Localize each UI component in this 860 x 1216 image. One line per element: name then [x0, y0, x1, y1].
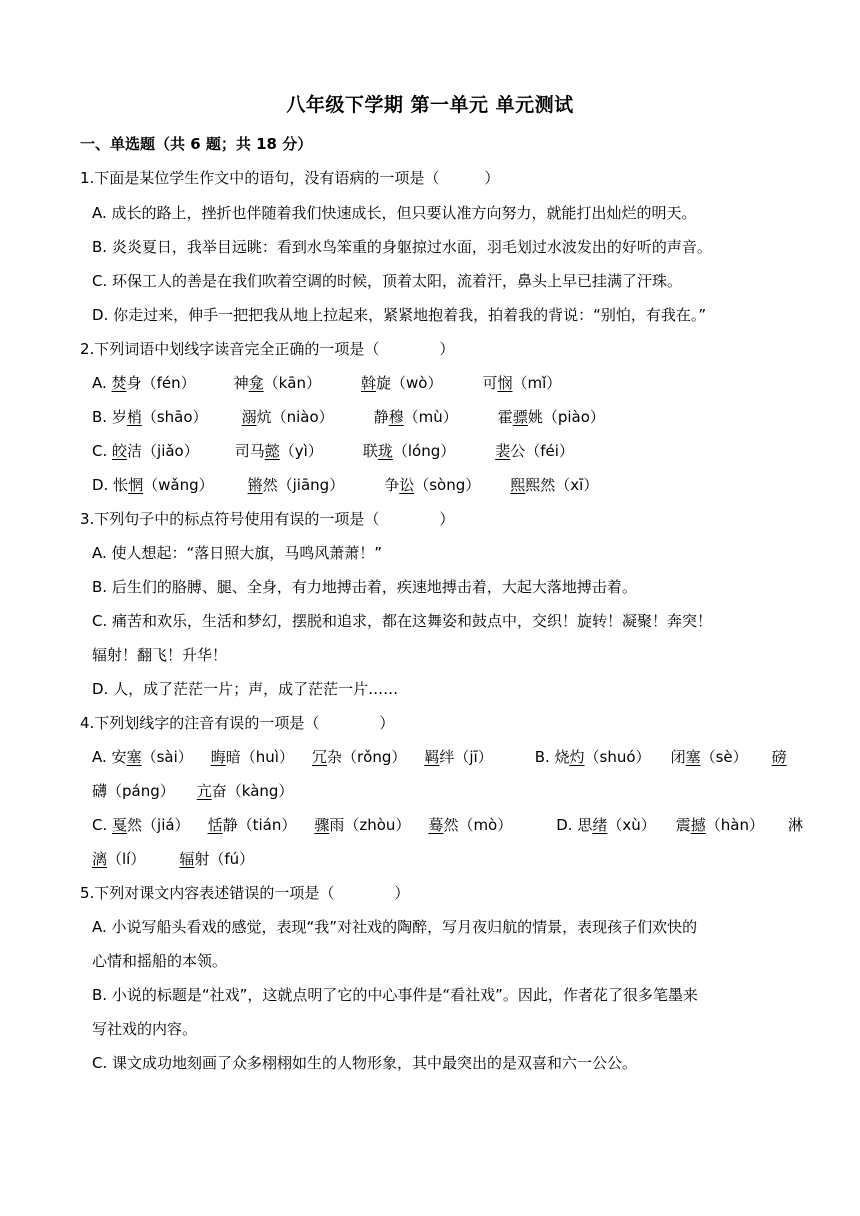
- underlined-char: 梢: [126, 408, 142, 426]
- underlined-char: 珑: [377, 442, 393, 460]
- underlined-char: 辐: [179, 850, 195, 868]
- option-label: A.: [92, 374, 112, 392]
- underlined-char: 龛: [248, 374, 264, 392]
- word-item: 晦暗（huì）: [210, 748, 294, 766]
- underlined-char: 亢: [196, 782, 212, 800]
- question-1-stem: 1.下面是某位学生作文中的语句，没有语病的一项是（ ）: [80, 169, 500, 187]
- question-5-option-b-continued: 写社戏的内容。: [92, 1020, 198, 1038]
- underlined-char: 骤: [314, 816, 330, 834]
- question-4-options-line-4: [92, 849, 254, 869]
- question-1-option-b: B. 炎炎夏日，我举目远眺：看到水鸟笨重的身躯掠过水面，羽毛划过水波发出的好听的声音。: [92, 238, 712, 256]
- word-item: A. 安塞（sài）: [92, 748, 193, 766]
- question-4-stem: 4.下列划线字的注音有误的一项是（ ）: [80, 714, 395, 732]
- underlined-char: 熙: [510, 476, 526, 494]
- word-item: 神龛（kān）: [233, 374, 322, 392]
- underlined-char: 冗: [311, 748, 327, 766]
- word-item: 辐射（fú）: [179, 850, 255, 868]
- option-label: C.: [92, 442, 113, 460]
- underlined-char: 穆: [388, 408, 404, 426]
- underlined-char: 裴: [495, 442, 511, 460]
- underlined-char: 灼: [569, 748, 585, 766]
- underlined-char: 骠: [512, 408, 528, 426]
- underlined-char: 皎: [112, 442, 128, 460]
- word-item: 漓（lí）: [92, 850, 146, 868]
- word-item: C. 戛然（jiá）: [92, 816, 190, 834]
- question-4-options-line-2: [92, 781, 293, 801]
- underlined-char: 绪: [592, 816, 608, 834]
- underlined-char: 戛: [112, 816, 128, 834]
- word-item: 蓦然（mò）: [428, 816, 513, 834]
- word-item: 恬静（tián）: [207, 816, 297, 834]
- word-item: 斡旋（wò）: [361, 374, 443, 392]
- word-item: 皎洁（jiǎo）: [112, 442, 199, 460]
- underlined-char: 晦: [210, 748, 226, 766]
- underlined-char: 悯: [497, 374, 513, 392]
- word-item: 争讼（sòng）: [384, 476, 481, 494]
- underlined-char: 讼: [399, 476, 415, 494]
- question-3-option-c-continued: 辐射！翻飞！升华！: [92, 646, 228, 664]
- underlined-char: 蓦: [428, 816, 444, 834]
- underlined-char: 斡: [361, 374, 377, 392]
- underlined-char: 懿: [264, 442, 280, 460]
- word-item: 裴公（féi）: [495, 442, 574, 460]
- underlined-char: 羁: [424, 748, 440, 766]
- word-item: 冗杂（rǒng）: [311, 748, 407, 766]
- option-label: D.: [92, 476, 114, 494]
- word-item: 岁梢（shāo）: [111, 408, 208, 426]
- word-item: 亢奋（kàng）: [196, 782, 294, 800]
- question-3-option-d: D. 人，成了茫茫一片；声，成了茫茫一片……: [92, 680, 399, 698]
- question-4-options-line-1: [92, 747, 787, 767]
- question-5-stem: 5.下列对课文内容表述错误的一项是（ ）: [80, 884, 410, 902]
- question-3-option-b: B. 后生们的胳膊、腿、全身，有力地搏击着，疾速地搏击着，大起大落地搏击着。: [92, 578, 637, 596]
- question-3-stem: 3.下列句子中的标点符号使用有误的一项是（ ）: [80, 510, 455, 528]
- word-item: 霍骠姚（piào）: [497, 408, 605, 426]
- word-item: 骤雨（zhòu）: [314, 816, 411, 834]
- question-4-options-line-3: [92, 815, 803, 835]
- word-item: 焚身（fén）: [111, 374, 196, 392]
- word-item: 锵然（jiāng）: [247, 476, 345, 494]
- question-2-option-a: [92, 373, 561, 393]
- word-item: 礴（páng）: [92, 782, 175, 800]
- underlined-char: 塞: [126, 748, 142, 766]
- word-item: 怅惘（wǎng）: [113, 476, 214, 494]
- word-item: 熙熙然（xī）: [510, 476, 599, 494]
- underlined-char: 恬: [207, 816, 223, 834]
- section-heading: 一、单选题（共 6 题；共 18 分）: [80, 135, 313, 153]
- word-item: 羁绊（jī）: [424, 748, 493, 766]
- underlined-char: 塞: [685, 748, 701, 766]
- question-2-option-d: [92, 475, 598, 495]
- word-item: B. 烧灼（shuó）: [534, 748, 651, 766]
- question-3-option-c: C. 痛苦和欢乐，生活和梦幻，摆脱和追求，都在这舞姿和鼓点中，交织！旋转！凝聚！奔突！: [92, 612, 713, 630]
- question-5-option-a-continued: 心情和摇船的本领。: [92, 952, 228, 970]
- underlined-char: 溺: [241, 408, 257, 426]
- underlined-char: 撼: [690, 816, 706, 834]
- question-2-option-b: [92, 407, 605, 427]
- underlined-char: 磅: [771, 748, 787, 766]
- underlined-char: 惘: [128, 476, 144, 494]
- word-item: 静穆（mù）: [373, 408, 458, 426]
- question-3-option-a: A. 使人想起：“落日照大旗，马鸣风萧萧！”: [92, 544, 383, 562]
- question-2-option-c: [92, 441, 574, 461]
- underlined-char: 漓: [92, 850, 108, 868]
- underlined-char: 锵: [247, 476, 263, 494]
- question-5-option-a: A. 小说写船头看戏的感觉，表现“我”对社戏的陶醉，写月夜归航的情景，表现孩子们欢快的: [92, 918, 698, 936]
- question-5-option-c: C. 课文成功地刻画了众多栩栩如生的人物形象，其中最突出的是双喜和六一公公。: [92, 1054, 638, 1072]
- page-title: 八年级下学期 第一单元 单元测试: [286, 94, 574, 116]
- word-item: 可悯（mǐ）: [482, 374, 562, 392]
- word-item: 淋: [787, 816, 803, 834]
- option-label: B.: [92, 408, 112, 426]
- word-item: D. 思绪（xù）: [556, 816, 656, 834]
- question-2-stem: 2.下列词语中划线字读音完全正确的一项是（ ）: [80, 340, 455, 358]
- question-1-option-d: D. 你走过来，伸手一把把我从地上拉起来，紧紧地抱着我，拍着我的背说：“别怕，有我在。”: [92, 306, 707, 324]
- word-item: 闭塞（sè）: [670, 748, 748, 766]
- word-item: [772, 748, 787, 766]
- word-item: 震撼（hàn）: [675, 816, 764, 834]
- question-1-option-c: C. 环保工人的善是在我们吹着空调的时候，顶着太阳，流着汗，鼻头上早已挂满了汗珠。: [92, 272, 683, 290]
- question-1-option-a: A. 成长的路上，挫折也伴随着我们快速成长，但只要认准方向努力，就能打出灿烂的明天。: [92, 204, 697, 222]
- word-item: 司马懿（yì）: [234, 442, 323, 460]
- word-item: 联珑（lóng）: [362, 442, 456, 460]
- word-item: 溺炕（niào）: [241, 408, 334, 426]
- underlined-char: 焚: [111, 374, 127, 392]
- question-5-option-b: B. 小说的标题是“社戏”，这就点明了它的中心事件是“看社戏”。因此，作者花了很多笔墨来: [92, 986, 698, 1004]
